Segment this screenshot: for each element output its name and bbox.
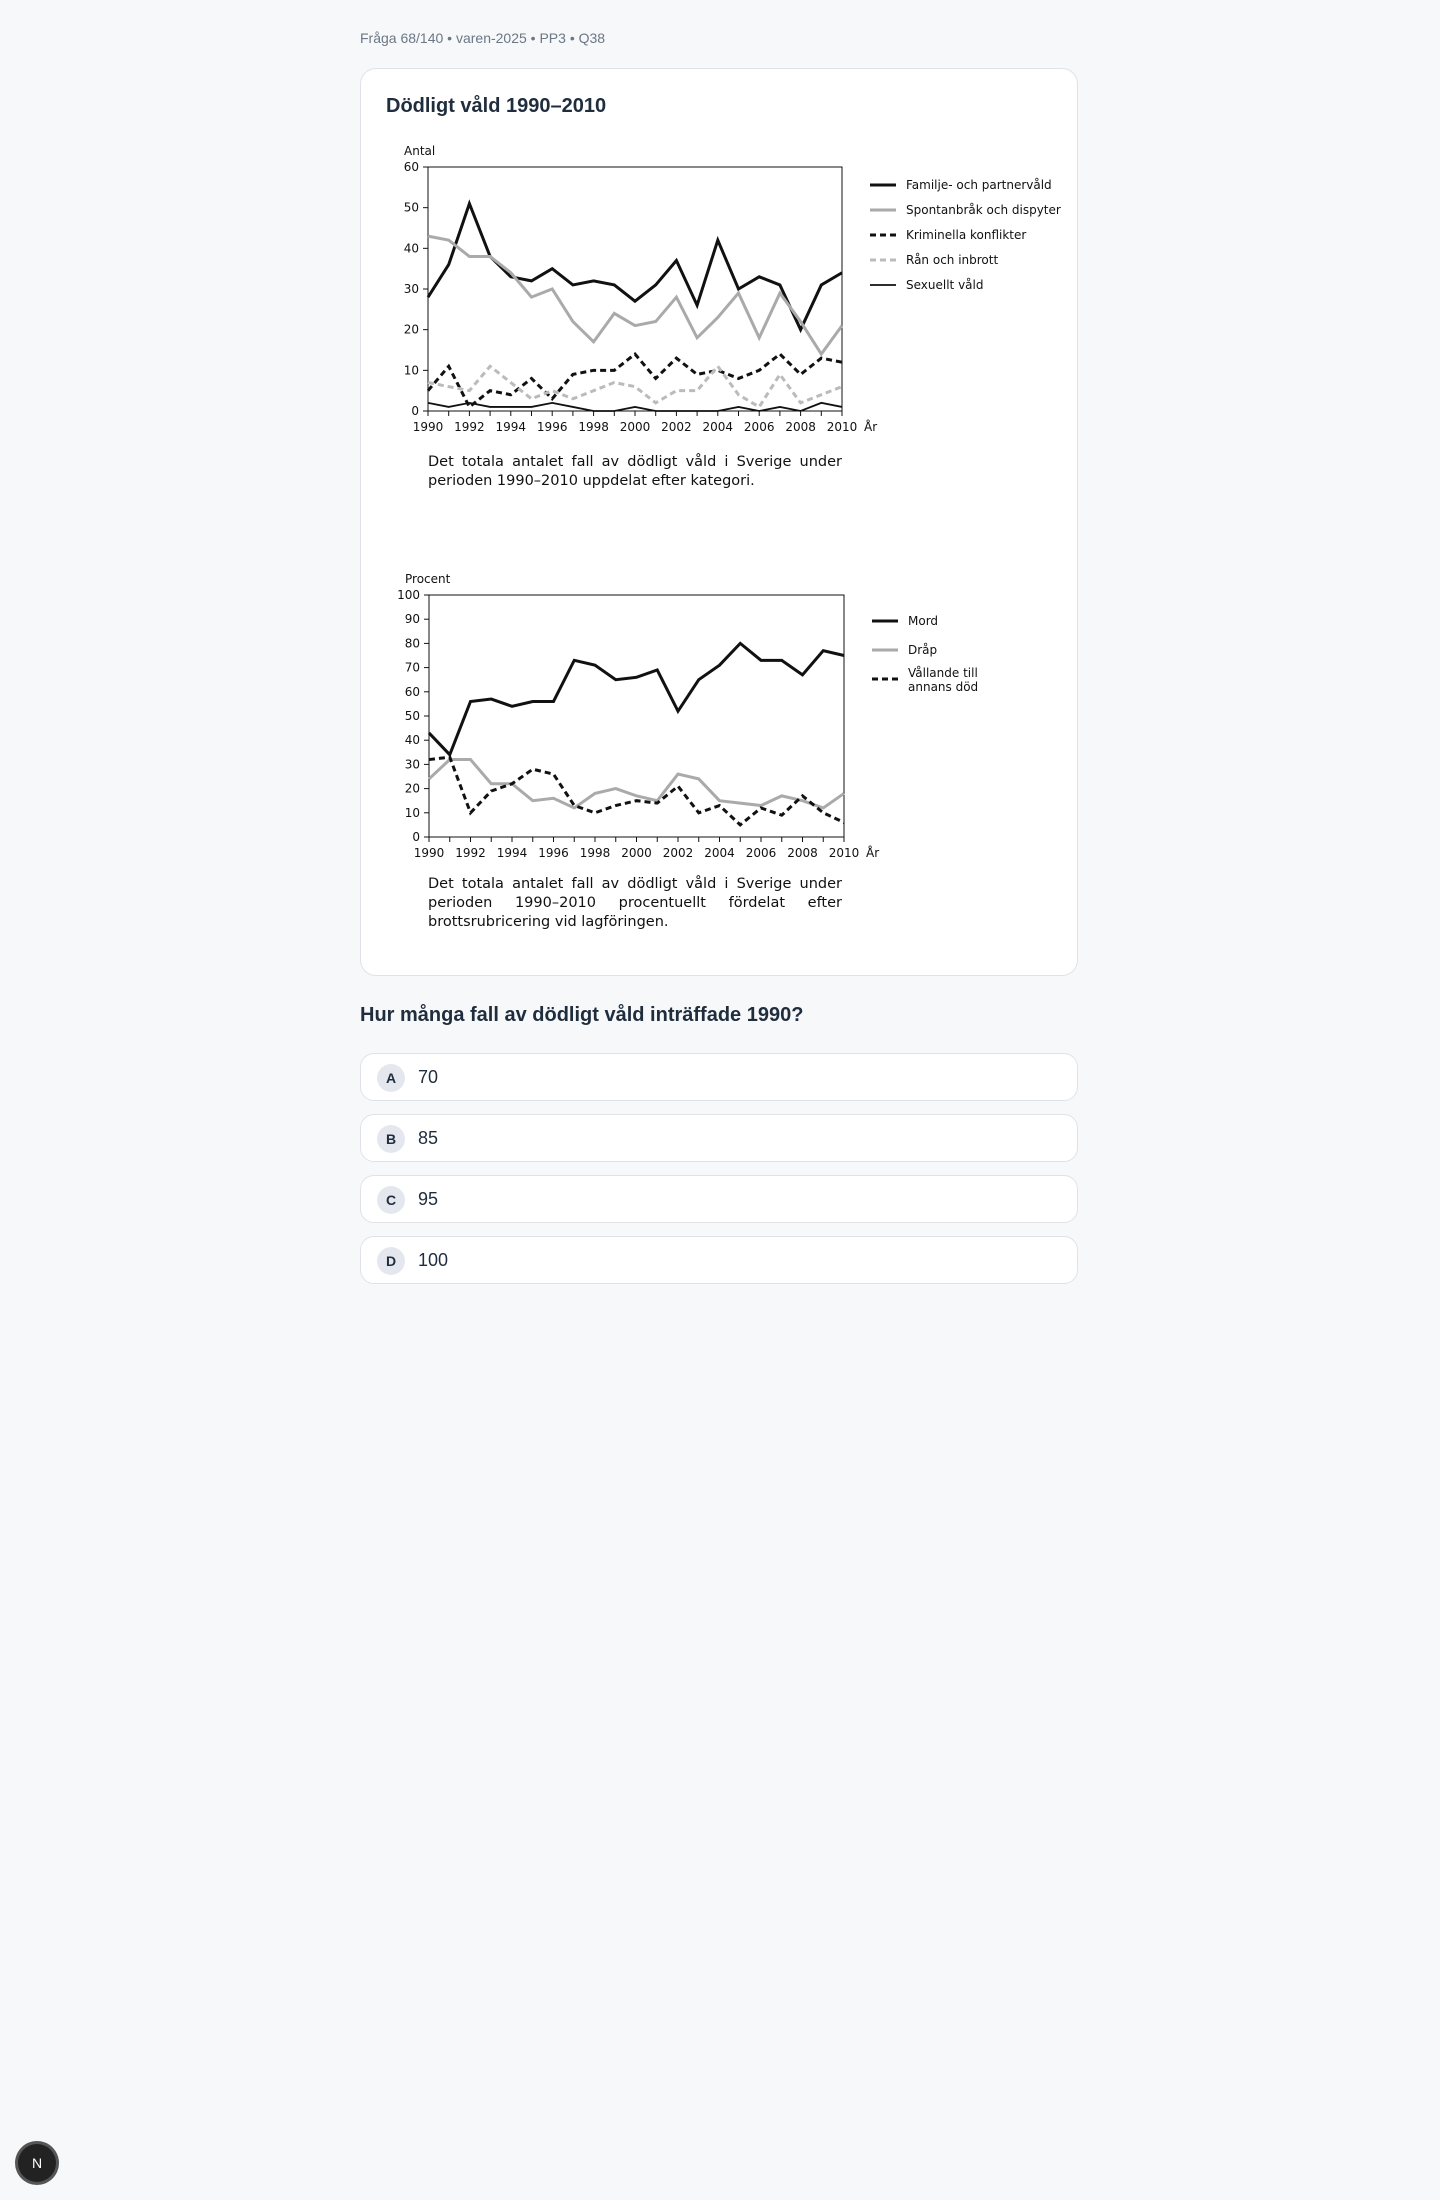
y-tick-label: 50: [403, 200, 419, 215]
x-tick-label: 1994: [496, 846, 528, 860]
option-value: 95: [418, 1189, 439, 1209]
y-tick-label: 10: [403, 363, 419, 378]
legend-label: Familje- och partnervåld: [906, 178, 1052, 192]
x-tick-label: 1994: [495, 420, 527, 434]
x-tick-label: 1990: [412, 420, 444, 434]
y-tick-label: 100: [397, 588, 420, 602]
x-tick-label: 2000: [621, 846, 652, 860]
x-tick-label: 1992: [455, 846, 486, 860]
y-tick-label: 80: [404, 636, 420, 651]
x-tick-label: 1996: [538, 846, 569, 860]
y-axis-label: Antal: [404, 144, 436, 158]
chart-fatal-violence-by-crime-type: [361, 69, 1077, 969]
legend-label: Mord: [908, 614, 939, 628]
y-tick-label: 40: [404, 733, 420, 748]
option-c[interactable]: [360, 1175, 1078, 1223]
x-axis-label: År: [864, 420, 878, 434]
option-value: 100: [418, 1250, 449, 1270]
question-meta: Fråga 68/140 • varen-2025 • PP3 • Q38: [360, 30, 606, 46]
x-tick-label: 2000: [619, 420, 651, 434]
option-letter: A: [377, 1064, 405, 1092]
y-tick-label: 0: [411, 404, 419, 418]
x-tick-label: 2010: [828, 846, 860, 860]
y-tick-label: 50: [404, 709, 420, 723]
option-d[interactable]: [360, 1236, 1078, 1284]
series-line-3: [429, 757, 844, 825]
app-launcher-button[interactable]: N: [18, 2144, 56, 2182]
chart-1-caption: Det totala antalet fall av dödligt våld i Sverige under perioden 1990–2010 uppdelat efter kategori.: [428, 454, 842, 489]
x-tick-label: 2008: [785, 420, 816, 434]
option-value: 85: [418, 1128, 439, 1148]
y-tick-label: 70: [404, 660, 420, 675]
legend-label: annans död: [908, 680, 979, 694]
option-letter: C: [377, 1186, 405, 1214]
x-tick-label: 2006: [745, 846, 777, 860]
option-letter: B: [377, 1125, 405, 1153]
option-value: 70: [418, 1067, 439, 1087]
legend-label: Dråp: [908, 643, 938, 657]
y-tick-label: 30: [404, 757, 420, 772]
legend-label: Spontanbråk och dispyter: [906, 203, 1061, 217]
y-tick-label: 20: [403, 322, 419, 337]
series-line-1: [429, 643, 844, 754]
x-tick-label: 2004: [704, 846, 735, 860]
y-tick-label: 0: [412, 830, 420, 844]
option-a[interactable]: [360, 1053, 1078, 1101]
legend-label: Kriminella konflikter: [906, 228, 1027, 242]
x-tick-label: 2006: [743, 420, 775, 434]
x-tick-label: 1998: [579, 846, 611, 860]
y-tick-label: 20: [404, 781, 420, 796]
option-letter: D: [377, 1247, 405, 1275]
figure-card: [360, 68, 1078, 976]
x-axis-label: År: [866, 846, 880, 860]
legend-label: Vållande till: [908, 666, 978, 680]
question-text: Hur många fall av dödligt våld inträffade 1990?: [360, 1004, 804, 1026]
y-axis-label: Procent: [405, 572, 451, 586]
figure-title: Dödligt våld 1990–2010: [386, 95, 607, 117]
x-tick-label: 1992: [454, 420, 485, 434]
y-tick-label: 40: [403, 241, 419, 256]
legend-label: Rån och inbrott: [906, 253, 999, 267]
legend-label: Sexuellt våld: [906, 278, 984, 292]
y-tick-label: 30: [403, 282, 419, 296]
y-tick-label: 90: [404, 612, 420, 627]
x-tick-label: 2004: [702, 420, 734, 434]
x-tick-label: 2008: [787, 846, 818, 860]
x-tick-label: 2002: [661, 420, 692, 434]
x-tick-label: 2002: [662, 846, 694, 860]
x-tick-label: 1996: [536, 420, 568, 434]
y-tick-label: 60: [403, 160, 419, 174]
x-tick-label: 1990: [413, 846, 445, 860]
y-tick-label: 10: [404, 805, 420, 820]
x-tick-label: 2010: [826, 420, 858, 434]
option-b[interactable]: [360, 1114, 1078, 1162]
chart-2-caption: Det totala antalet fall av dödligt våld i Sverige under perioden 1990–2010 procentuellt fördelat efter brottsrubricering vid lagföringen.: [428, 876, 842, 930]
y-tick-label: 60: [404, 684, 420, 699]
x-tick-label: 1998: [578, 420, 609, 434]
